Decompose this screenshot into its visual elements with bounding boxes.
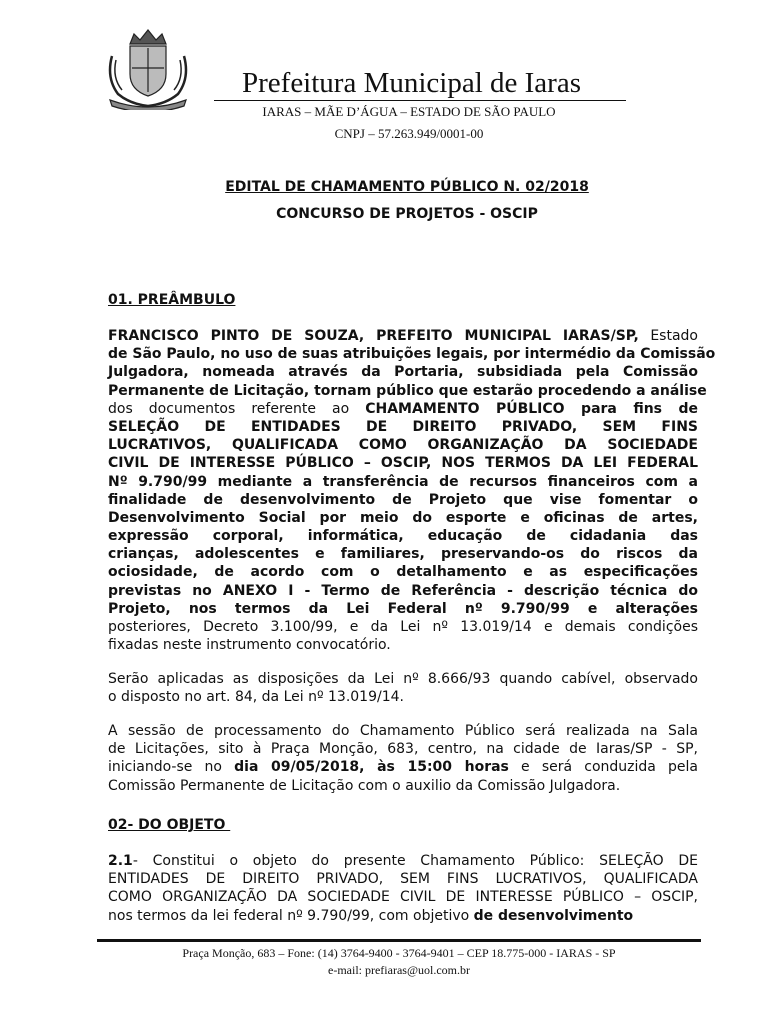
paragraph-line: FRANCISCO PINTO DE SOUZA, PREFEITO MUNICIPAL IARAS/SP, Estado	[108, 328, 698, 344]
paragraph-line: LUCRATIVOS, QUALIFICADA COMO ORGANIZAÇÃO DA SOCIEDADE	[108, 437, 698, 454]
paragraph-line: nos termos da lei federal nº 9.790/99, com objetivo de desenvolvimento	[108, 907, 634, 924]
preamble-paragraph-1	[108, 327, 716, 654]
paragraph-line: Nº 9.790/99 mediante a transferência de recursos financeiros com a	[108, 473, 698, 490]
footer-divider	[97, 939, 701, 942]
object-heading: 02- DO OBJETO	[108, 817, 231, 833]
footer-address: Praça Monção, 683 – Fone: (14) 3764-9400 - 3764-9401 – CEP 18.775-000 - IARAS - SP	[182, 946, 616, 960]
paragraph-line: A sessão de processamento do Chamamento Público será realizada na Sala	[108, 723, 698, 739]
paragraph-line: fixadas neste instrumento convocatório.	[108, 637, 391, 654]
paragraph-line: crianças, adolescentes e familiares, preservando-os do riscos da	[108, 546, 698, 563]
footer-email: e-mail: prefiaras@uol.com.br	[328, 963, 470, 977]
office-name: Prefeitura Municipal de Iaras	[214, 66, 626, 101]
location-line: IARAS – MÃE D’ÁGUA – ESTADO DE SÃO PAULO	[262, 104, 556, 119]
paragraph-line: COMO ORGANIZAÇÃO DA SOCIEDADE CIVIL DE INTERESSE PÚBLICO – OSCIP,	[108, 889, 698, 906]
paragraph-line: SELEÇÃO DE ENTIDADES DE DIREITO PRIVADO, SEM FINS	[108, 418, 698, 435]
notice-title: EDITAL DE CHAMAMENTO PÚBLICO N. 02/2018	[225, 179, 589, 195]
preamble-paragraph-2	[108, 670, 698, 706]
paragraph-line: o disposto no art. 84, da Lei nº 13.019/14.	[108, 689, 404, 706]
paragraph-line: CIVIL DE INTERESSE PÚBLICO – OSCIP, NOS TERMOS DA LEI FEDERAL	[108, 455, 698, 472]
paragraph-line: Serão aplicadas as disposições da Lei nº 8.666/93 quando cabível, observado	[108, 671, 698, 687]
paragraph-line: de Licitações, sito à Praça Monção, 683, centro, na cidade de Iaras/SP - SP,	[108, 741, 698, 758]
paragraph-line: finalidade de desenvolvimento de Projeto que vise fomentar o	[108, 491, 698, 508]
paragraph-line: ENTIDADES DE DIREITO PRIVADO, SEM FINS LUCRATIVOS, QUALIFICADA	[108, 871, 698, 888]
paragraph-line: posteriores, Decreto 3.100/99, e da Lei nº 13.019/14 e demais condições	[108, 619, 698, 635]
preamble-paragraph-3	[108, 722, 698, 795]
paragraph-line: de São Paulo, no uso de suas atribuições legais, por intermédio da Comissão	[108, 346, 716, 363]
paragraph-line: Desenvolvimento Social por meio do esporte e oficinas de artes,	[108, 509, 698, 526]
paragraph-line: ociosidade, de acordo com o detalhamento e as especificações	[108, 564, 698, 581]
paragraph-line: Comissão Permanente de Licitação com o auxilio da Comissão Julgadora.	[108, 777, 621, 794]
cnpj-line: CNPJ – 57.263.949/0001-00	[334, 126, 484, 141]
paragraph-line: dos documentos referente ao CHAMAMENTO PÚBLICO para fins de	[108, 400, 699, 417]
preamble-heading: 01. PREÂMBULO	[108, 292, 236, 308]
paragraph-line: iniciando-se no dia 09/05/2018, às 15:00 horas e será conduzida pela	[108, 759, 698, 776]
paragraph-line: Projeto, nos termos da Lei Federal nº 9.790/99 e alterações	[108, 600, 698, 617]
paragraph-line: Julgadora, nomeada através da Portaria, subsidiada pela Comissão	[108, 364, 698, 381]
paragraph-line: 2.1- Constitui o objeto do presente Chamamento Público: SELEÇÃO DE	[108, 853, 698, 869]
object-paragraph-1	[108, 852, 698, 925]
paragraph-line: expressão corporal, informática, educação de cidadania das	[108, 528, 698, 545]
paragraph-line: previstas no ANEXO I - Termo de Referência - descrição técnica do	[108, 582, 698, 599]
notice-subtitle: CONCURSO DE PROJETOS - OSCIP	[276, 206, 538, 222]
paragraph-line: Permanente de Licitação, tornam público que estarão procedendo a análise	[108, 382, 707, 399]
municipal-coat-of-arms-icon	[100, 26, 196, 110]
